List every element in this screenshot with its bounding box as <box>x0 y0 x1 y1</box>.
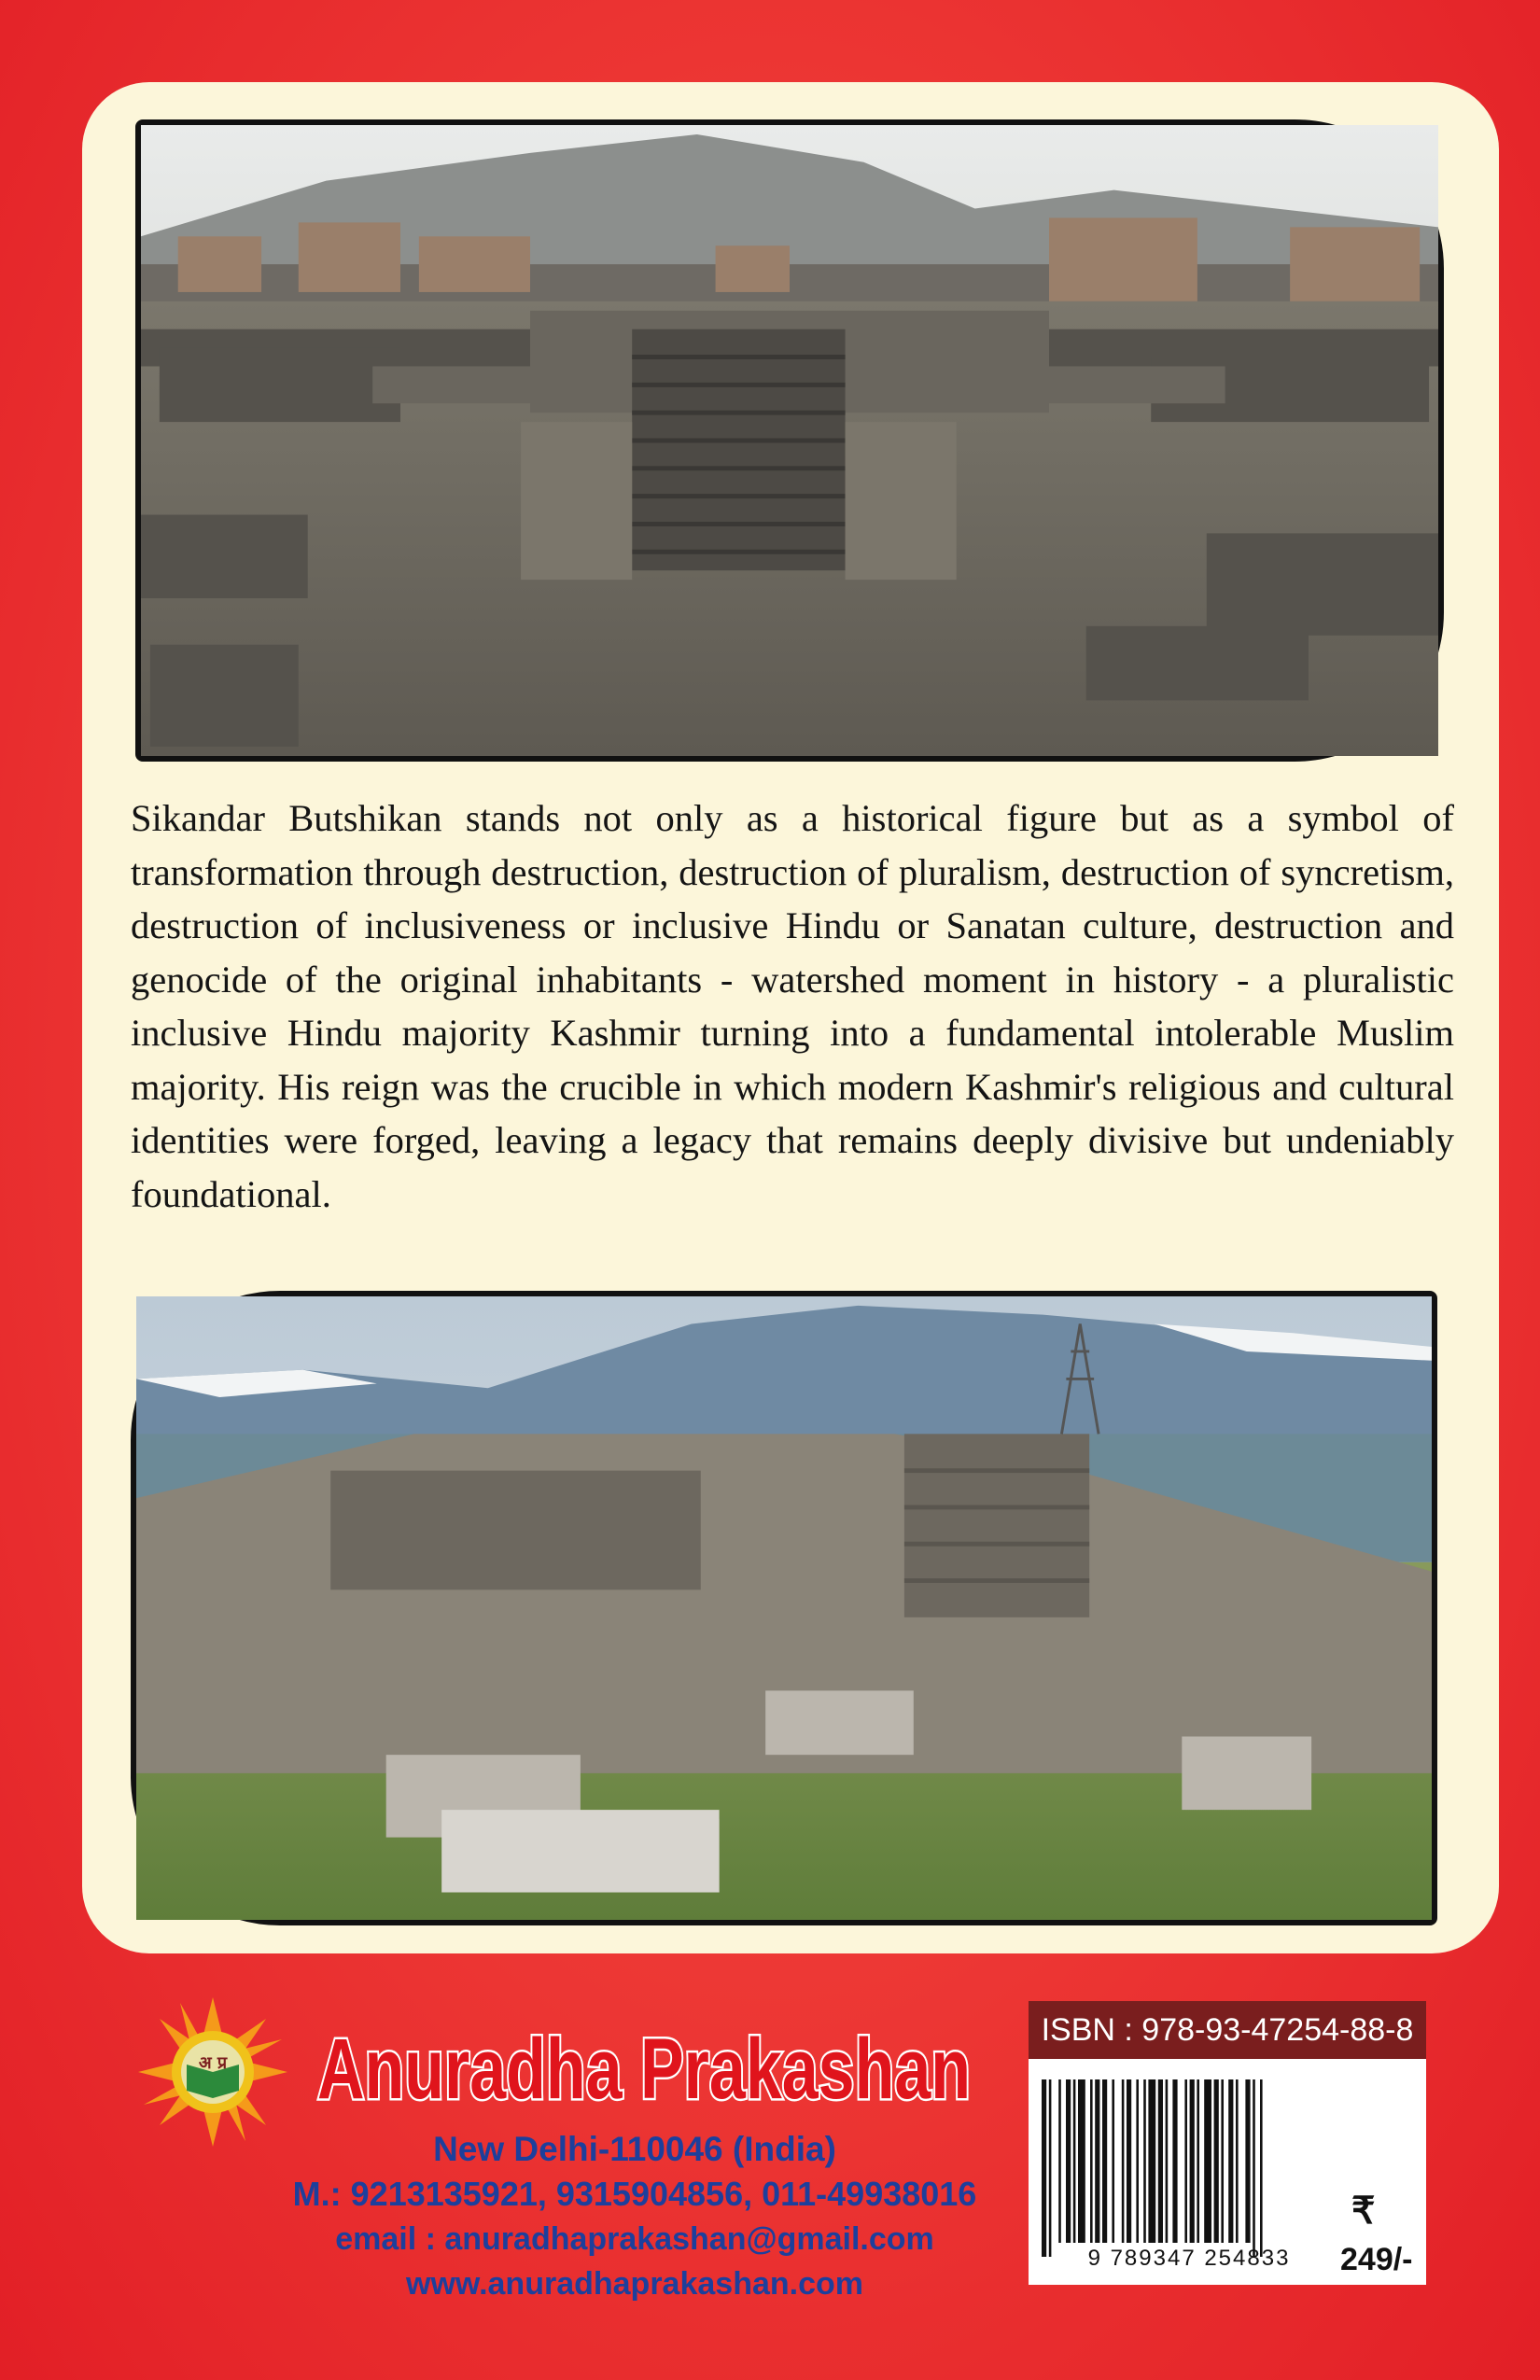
barcode-bar <box>1204 2079 1211 2243</box>
price: 249/- <box>1340 2242 1413 2277</box>
barcode-bar <box>1214 2079 1219 2243</box>
barcode-bar <box>1190 2079 1195 2243</box>
rupee-icon: ₹ <box>1351 2191 1376 2232</box>
publisher-name <box>308 2016 980 2119</box>
barcode-bar <box>1102 2079 1107 2243</box>
barcode-bar <box>1127 2079 1131 2243</box>
barcode-bar <box>1073 2079 1076 2243</box>
barcode-bar <box>1158 2079 1163 2243</box>
barcode-bar <box>1260 2079 1263 2257</box>
barcode-bar <box>1236 2079 1239 2243</box>
publisher-email: email : anuradhaprakashan@gmail.com <box>335 2221 934 2257</box>
isbn-label: ISBN : 978-93-47254-88-8 <box>1029 2001 1426 2059</box>
barcode-bar <box>1221 2079 1224 2243</box>
barcode-bar <box>1058 2079 1061 2243</box>
publisher-website: www.anuradhaprakashan.com <box>406 2266 863 2302</box>
barcode-bar <box>1197 2079 1199 2243</box>
barcode-bar <box>1245 2079 1250 2243</box>
temple-ruins-photo-bottom <box>131 1291 1437 1925</box>
barcode-bar <box>1148 2079 1155 2243</box>
barcode-bar <box>1166 2079 1169 2243</box>
barcode-bar <box>1042 2079 1046 2257</box>
publisher-name-text: Anuradha Prakashan <box>317 2022 971 2117</box>
description-paragraph: Sikandar Butshikan stands not only as a historical figure but as a symbol of transformation through destruction, destruction of pluralism, destruction of syncretism, destruction of inclusiveness or inclusive Hindu or Sanatan culture, destruction and genocide of the original inhabitants - watershed moment in history - a pluralistic inclusive Hindu majority Kashmir turning into a fundamental intolerable Muslim majority. His reign was the crucible in which modern Kashmir's religious and cultural identities were forged, leaving a legacy that remains deeply divisive but undeniably foundational. <box>131 797 1454 1215</box>
barcode-bar <box>1136 2079 1139 2243</box>
barcode-bar <box>1066 2079 1071 2243</box>
barcode-bar <box>1122 2079 1125 2243</box>
barcode-bar <box>1078 2079 1085 2243</box>
barcode-bar <box>1253 2079 1255 2257</box>
sun-book-logo-icon <box>138 1997 287 2147</box>
publisher-mobile: M.: 9213135921, 9315904856, 011-49938016 <box>292 2175 977 2213</box>
barcode-bar <box>1095 2079 1099 2243</box>
barcode-bar <box>1090 2079 1093 2243</box>
barcode-digits: 9 789347 254833 <box>1087 2246 1291 2271</box>
barcode-bar <box>1112 2079 1114 2243</box>
barcode-bar <box>1184 2079 1187 2243</box>
barcode-bar <box>1049 2079 1052 2257</box>
temple-ruins-photo-top <box>135 119 1444 762</box>
publisher-logo <box>138 1997 287 2147</box>
barcode-bar <box>1143 2079 1146 2243</box>
barcode-bar <box>1228 2079 1233 2243</box>
publisher-address: New Delhi-110046 (India) <box>433 2130 836 2168</box>
barcode-bar <box>1172 2079 1177 2243</box>
logo-text: अ प्र <box>198 2053 228 2073</box>
